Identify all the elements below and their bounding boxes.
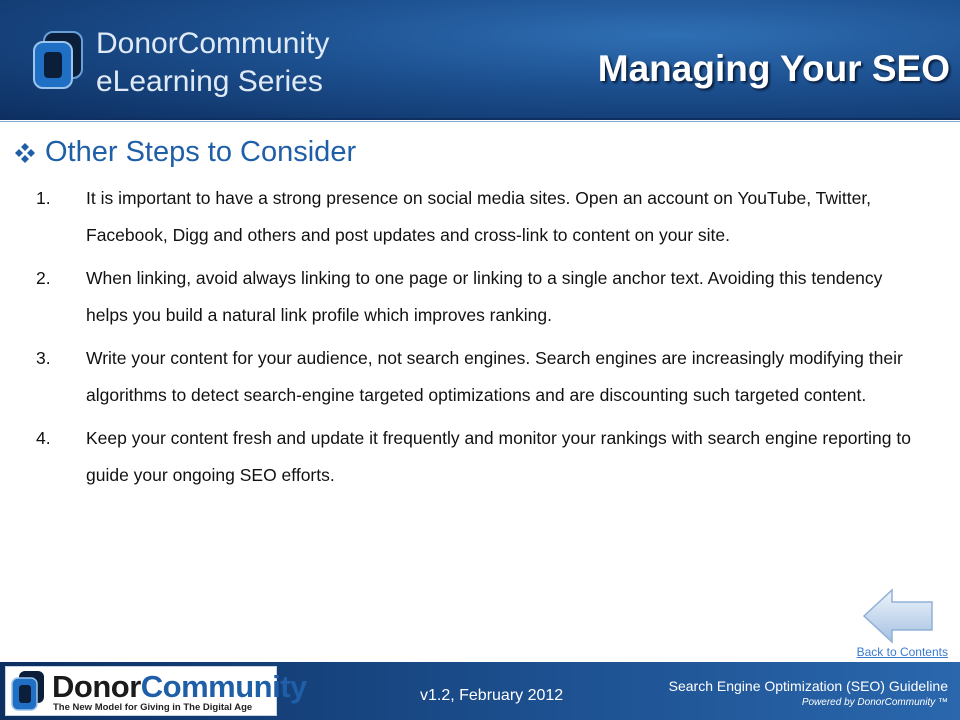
back-to-contents-link[interactable]: Back to Contents <box>856 645 948 659</box>
guideline-title: Search Engine Optimization (SEO) Guideline <box>668 678 948 694</box>
footer-tagline: The New Model for Giving in The Digital Age <box>53 702 253 713</box>
section-heading-text: Other Steps to Consider <box>45 136 357 168</box>
series-title-line1: DonorCommunity <box>96 27 330 60</box>
page-title: Managing Your SEO <box>597 48 950 89</box>
donorcommunity-logo-icon <box>10 670 46 712</box>
left-arrow-icon <box>864 590 932 642</box>
series-title <box>96 25 396 101</box>
back-arrow-button[interactable] <box>862 588 934 644</box>
list-item <box>36 340 922 414</box>
brand-donor: Donor <box>52 669 141 704</box>
header-divider-highlight <box>0 121 960 122</box>
list-item-number: 3. <box>36 348 51 368</box>
list-item-text: Write your content for your audience, not search engines. Search engines are increasingly modifying their algorithms to detect search-engine targeted optimizations and are discounting such targeted content. <box>86 348 903 405</box>
steps-list <box>36 180 922 500</box>
list-item-text: It is important to have a strong presence on social media sites. Open an account on YouTube, Twitter, Facebook, Digg and others and post updates and cross-link to content on your site. <box>86 188 872 245</box>
list-item-number: 4. <box>36 428 51 448</box>
series-title-line2: eLearning Series <box>96 65 323 98</box>
list-item <box>36 260 922 334</box>
four-diamond-bullet-icon <box>14 142 36 164</box>
section-heading <box>14 136 356 169</box>
donorcommunity-logo-icon <box>30 30 86 90</box>
version-label: v1.2, February 2012 <box>420 687 564 704</box>
list-item-text: When linking, avoid always linking to one page or linking to a single anchor text. Avoiding this tendency helps you build a natural link profile which improves ranking. <box>86 268 883 325</box>
header-divider <box>0 118 960 120</box>
list-item-number: 2. <box>36 268 51 288</box>
list-item <box>36 180 922 254</box>
footer-brand-name <box>52 671 307 703</box>
donorcommunity-footer-logo <box>5 666 307 716</box>
slide-header <box>0 0 960 118</box>
brand-community: Community <box>140 669 307 704</box>
list-item-number: 1. <box>36 188 51 208</box>
list-item <box>36 420 922 494</box>
slide-footer <box>0 662 960 720</box>
list-item-text: Keep your content fresh and update it frequently and monitor your rankings with search engine reporting to guide your ongoing SEO efforts. <box>86 428 911 485</box>
powered-by-label: Powered by DonorCommunity ™ <box>801 697 948 708</box>
